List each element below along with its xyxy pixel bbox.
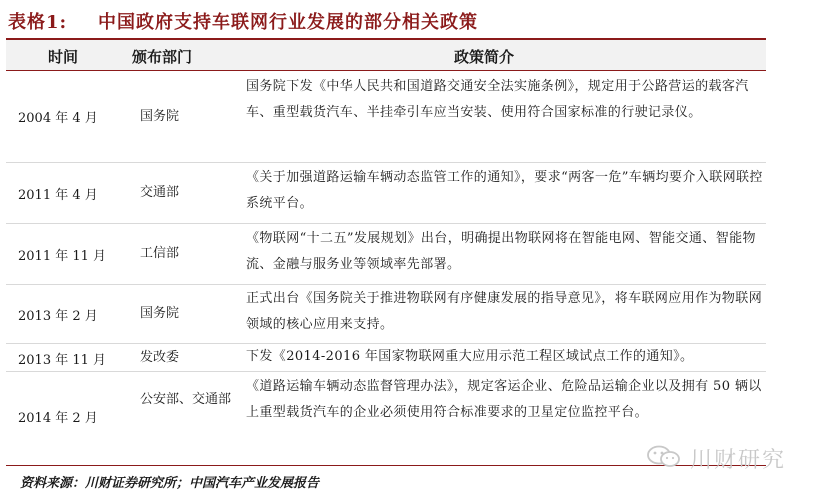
header-dept: 颁布部门 — [132, 48, 193, 66]
table-row — [6, 344, 766, 372]
row-divider — [6, 284, 766, 285]
table-row — [6, 286, 766, 342]
table-caption: 中国政府支持车联网行业发展的部分相关政策 — [98, 12, 478, 33]
row-policy: 正式出台《国务院关于推进物联网有序健康发展的指导意见》，将车联网应用作为物联网领域的核心应用来支持。 — [246, 291, 763, 332]
row-policy: 《物联网“十二五”发展规划》出台，明确提出物联网将在智能电网、智能交通、智能物流、金融与服务业等领域率先部署。 — [246, 231, 756, 272]
table-title — [6, 6, 766, 36]
table-row — [6, 74, 766, 160]
row-policy: 国务院下发《中华人民共和国道路交通安全法实施条例》，规定用于公路营运的载客汽车、重型载货汽车、半挂牵引车应当安装、使用符合国家标准的行驶记录仪。 — [246, 79, 749, 120]
row-dept: 工信部 — [140, 246, 180, 261]
row-time: 2011 年 4 月 — [18, 188, 98, 203]
row-dept: 公安部、交通部 — [140, 392, 232, 407]
row-time: 2011 年 11 月 — [18, 249, 107, 264]
table-row — [6, 226, 766, 282]
row-dept: 交通部 — [140, 185, 180, 200]
table-header — [6, 40, 766, 70]
table-row — [6, 165, 766, 221]
row-time: 2013 年 11 月 — [18, 353, 107, 368]
row-policy: 《关于加强道路运输车辆动态监管工作的通知》，要求“两客一危”车辆均要介入联网联控系统平台。 — [246, 170, 763, 211]
row-dept: 国务院 — [140, 306, 180, 321]
watermark — [644, 440, 814, 472]
row-policy: 下发《2014-2016 年国家物联网重大应用示范工程区域试点工作的通知》。 — [246, 349, 694, 364]
header-policy: 政策简介 — [454, 48, 515, 66]
header-time: 时间 — [48, 48, 79, 66]
row-dept: 国务院 — [140, 109, 180, 124]
row-dept: 发改委 — [140, 350, 180, 365]
wechat-icon — [644, 444, 684, 468]
row-divider — [6, 162, 766, 163]
header-rule — [6, 70, 766, 71]
row-divider — [6, 371, 766, 372]
source-note: 资料来源：川财证券研究所；中国汽车产业发展报告 — [20, 476, 320, 491]
watermark-text: 川财研究 — [690, 448, 787, 473]
row-time: 2004 年 4 月 — [18, 111, 98, 126]
row-time: 2014 年 2 月 — [18, 411, 98, 426]
row-policy: 《道路运输车辆动态监督管理办法》，规定客运企业、危险品运输企业以及拥有 50 辆以上重型载货汽车的企业必须使用符合标准要求的卫星定位监控平台。 — [246, 379, 762, 420]
row-time: 2013 年 2 月 — [18, 309, 98, 324]
table-number: 表格1: — [8, 12, 68, 33]
row-divider — [6, 223, 766, 224]
